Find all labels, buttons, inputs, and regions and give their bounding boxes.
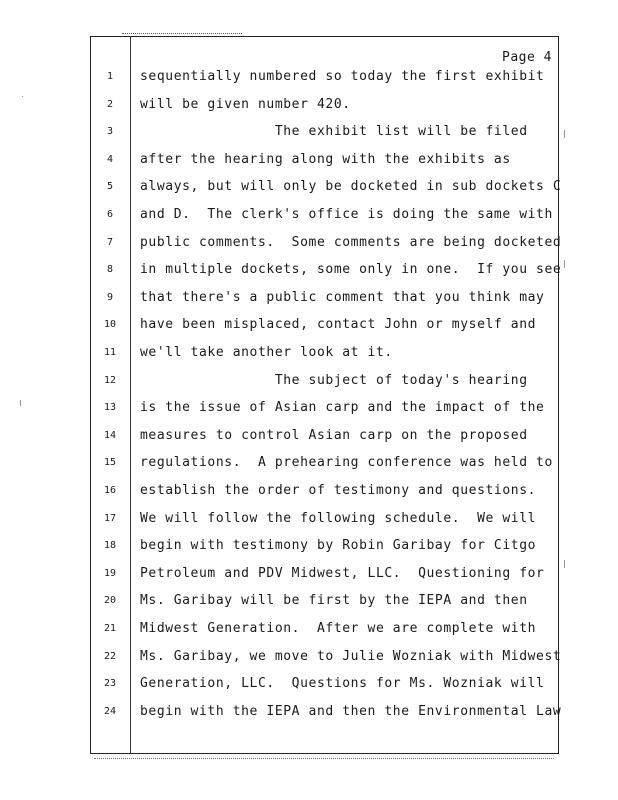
transcript-line: [90, 646, 560, 668]
line-number: 14: [103, 429, 117, 441]
line-number: 20: [103, 595, 117, 607]
line-number: 10: [103, 319, 117, 331]
line-number: 18: [103, 540, 117, 552]
transcript-line: [90, 590, 560, 612]
transcript-line: [90, 425, 560, 447]
line-text: have been misplaced, contact John or myself and: [140, 317, 537, 333]
line-number: 16: [103, 485, 117, 496]
line-number: 9: [106, 291, 114, 303]
line-number: 24: [103, 705, 117, 717]
page-number-label: Page 4: [502, 50, 552, 65]
line-number: 22: [103, 650, 117, 662]
line-number: 7: [106, 236, 114, 248]
line-number: 21: [103, 623, 117, 634]
scan-footer-marks: [94, 758, 554, 762]
transcript-line: [90, 535, 560, 557]
line-text: Petroleum and PDV Midwest, LLC. Questioning for: [140, 565, 545, 581]
line-text: measures to control Asian carp on the proposed: [140, 427, 528, 443]
line-text: The subject of today's hearing: [140, 372, 528, 388]
line-text: The exhibit list will be filed: [140, 124, 528, 140]
scan-speck: [564, 560, 565, 568]
line-number: 15: [103, 457, 117, 469]
transcript-line: [90, 701, 560, 723]
line-number: 19: [103, 567, 117, 579]
line-number: 6: [106, 209, 114, 220]
line-text: Midwest Generation. After we are complete with: [140, 621, 537, 636]
line-number: 4: [106, 153, 114, 165]
line-number: 11: [103, 347, 117, 358]
transcript-line: [90, 618, 560, 640]
transcript-line: [90, 342, 560, 364]
line-number: 1: [106, 71, 114, 82]
line-text: public comments. Some comments are being docketed: [140, 234, 562, 250]
line-text: Generation, LLC. Questions for Ms. Wozniak will: [140, 676, 545, 692]
transcript-line: [90, 66, 560, 88]
line-number: 8: [106, 264, 114, 276]
transcript-line: [90, 452, 560, 474]
transcript-line: [90, 259, 560, 281]
line-number: 17: [103, 512, 117, 524]
line-number: 3: [106, 126, 114, 138]
line-text: Ms. Garibay will be first by the IEPA and then: [140, 593, 528, 609]
line-text: regulations. A prehearing conference was held to: [140, 455, 553, 471]
line-text: begin with testimony by Robin Garibay for Citgo: [140, 538, 537, 554]
line-text: establish the order of testimony and questions.: [140, 483, 537, 498]
line-text: and D. The clerk's office is doing the same with: [140, 207, 553, 222]
transcript-line: [90, 673, 560, 695]
transcript-line: [90, 314, 560, 336]
line-text: after the hearing along with the exhibits as: [140, 151, 511, 167]
line-text: will be given number 420.: [140, 96, 351, 112]
line-text: We will follow the following schedule. We will: [140, 510, 537, 526]
transcript-line: [90, 480, 560, 502]
line-number: 12: [103, 374, 117, 386]
line-text: sequentially numbered so today the first exhibit: [140, 69, 545, 84]
transcript-line: [90, 563, 560, 585]
line-text: Ms. Garibay, we move to Julie Wozniak with Midwest: [140, 648, 562, 664]
line-number: 13: [103, 402, 117, 414]
line-text: always, but will only be docketed in sub dockets C: [140, 179, 562, 195]
transcript-line: [90, 121, 560, 143]
line-text: begin with the IEPA and then the Environmental Law: [140, 703, 562, 719]
line-number: 23: [103, 678, 117, 690]
line-number: 2: [106, 98, 114, 110]
line-text: that there's a public comment that you think may: [140, 289, 545, 305]
line-text: is the issue of Asian carp and the impact of the: [140, 400, 545, 416]
transcript-line: [90, 204, 560, 226]
line-text: in multiple dockets, some only in one. If you see: [140, 262, 562, 278]
transcript-line: [90, 397, 560, 419]
line-number: 5: [106, 181, 114, 193]
transcript-line: [90, 370, 560, 392]
line-text: we'll take another look at it.: [140, 345, 393, 360]
transcript-line: [90, 149, 560, 171]
scan-header-marks: [122, 33, 242, 37]
scan-speck: [564, 130, 565, 138]
scan-speck: [20, 400, 21, 406]
transcript-line: [90, 232, 560, 254]
transcript-line: [90, 176, 560, 198]
transcript-line: [90, 94, 560, 116]
transcript-line: [90, 508, 560, 530]
transcript-line: [90, 287, 560, 309]
scan-speck: [564, 260, 565, 268]
scan-speck: [22, 96, 23, 97]
